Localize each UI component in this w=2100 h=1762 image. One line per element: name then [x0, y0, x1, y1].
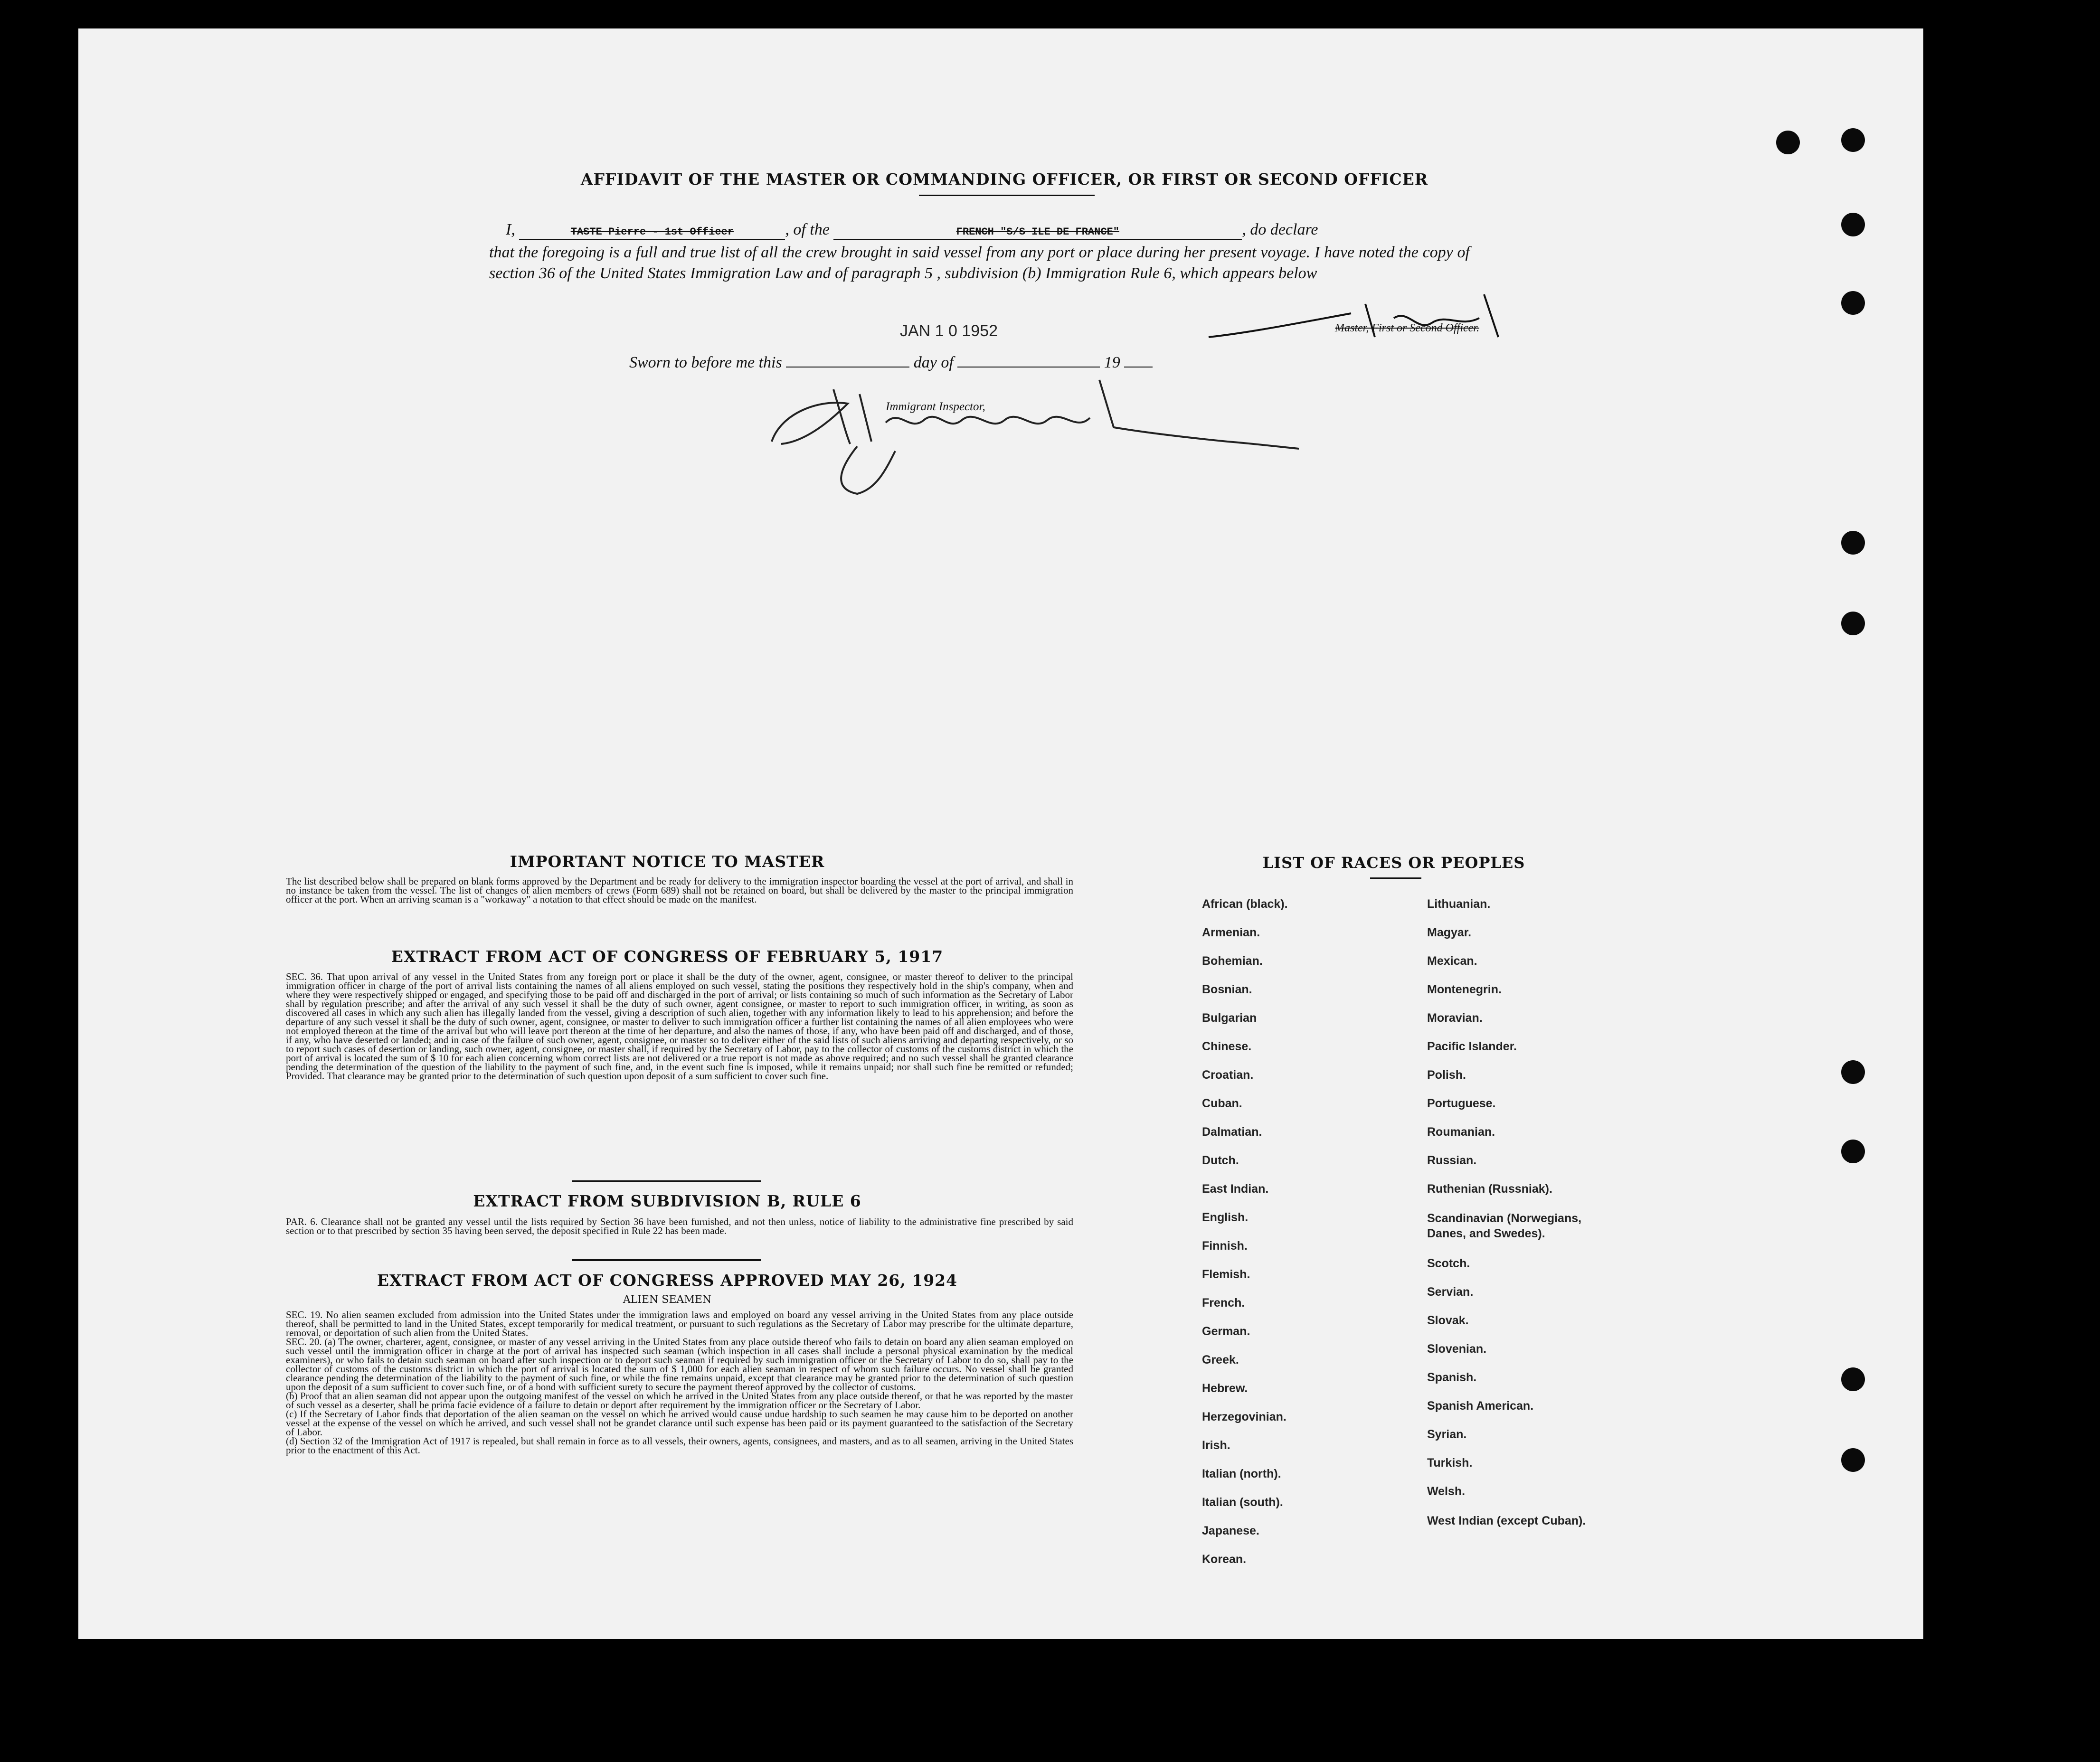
year-label: 19 [1104, 354, 1120, 371]
subdivision-heading: EXTRACT FROM SUBDIVISION B, RULE 6 [473, 1192, 861, 1210]
punch-hole [1841, 1140, 1865, 1163]
officer-caption: Master, First or Second Officer. [1335, 322, 1479, 334]
race-item: Italian (south). [1202, 1496, 1283, 1509]
notice-text: The list described below shall be prepared on blank forms approved by the Department and be ready for delivery to the immigration inspector boarding the vessel at the port of arrival, and shall in no instance be taken from the vessel. The list of changes of alien members of crews (Form 689) shall not be retained on board, but shall be delivered by the master to the principal immigration officer at the port. When an arriving seaman is a "workaway" a notation to that effect should be made on the manifest. [286, 876, 1073, 905]
punch-hole [1841, 291, 1865, 315]
document-page [78, 28, 1923, 1639]
race-item: Greek. [1202, 1353, 1239, 1366]
inspector-caption: Immigrant Inspector, [886, 400, 985, 413]
race-item: Syrian. [1427, 1428, 1467, 1441]
race-item: French. [1202, 1296, 1245, 1310]
punch-hole [1776, 131, 1800, 154]
sec-20-a-paragraph: SEC. 20. (a) The owner, charterer, agent, consignee, or master of any vessel arriving in the United States from any place outside thereof who fails to detain on board any alien seaman employed on such vessel until the immigration officer in charge at the port of arrival has inspected such seaman (which inspection in all cases shall include a personal physical examination by the medical examiners), or who fails to detain such seaman on board after such inspection or to deport such seaman if required by such immigration officer or the Secretary of Labor to do so, shall pay to the collector of customs of the customs district in which the port of arrival is located the sum of $ 1,000 for each alien seaman in respect of whom such failure occurs. No vessel shall be granted clearance pending the determination of the liability to the payment of such fine, or while the fine remains unpaid, except that clearance may be granted prior to the determination of such question upon the deposit of a sum sufficient to cover such fine, or of a bond with sufficient surety to secure the payment thereof approved by the collector of customs. [286, 1336, 1073, 1393]
sworn-label: Sworn to before me this [629, 354, 782, 371]
race-item: African (black). [1202, 897, 1288, 911]
race-item: Dalmatian. [1202, 1125, 1262, 1139]
officer-name: TASTE Pierre - 1st Officer [570, 226, 734, 238]
alien-seamen-subheading: ALIEN SEAMEN [623, 1294, 712, 1306]
divider [572, 1259, 761, 1261]
day-of-label: day of [913, 354, 954, 371]
punch-hole [1841, 612, 1865, 635]
races-heading: LIST OF RACES OR PEOPLES [1262, 854, 1525, 872]
race-item: Montenegrin. [1427, 983, 1502, 996]
race-item: Hebrew. [1202, 1382, 1248, 1395]
punch-hole [1841, 1367, 1865, 1391]
race-item: Dutch. [1202, 1154, 1239, 1167]
extract-1917-heading: EXTRACT FROM ACT OF CONGRESS OF FEBRUARY 5, 1917 [391, 947, 944, 966]
affidavit-body: that the foregoing is a full and true list of all the crew brought in said vessel from any port or place during her present voyage. I have noted the copy of section 36 of the United States Immigration Law and of paragraph 5 , subdivision (b) Immigration Rule 6, which appears below [489, 244, 1470, 282]
race-item: Croatian. [1202, 1068, 1254, 1082]
race-item: Italian (north). [1202, 1467, 1281, 1480]
race-item: Armenian. [1202, 926, 1260, 939]
race-item: English. [1202, 1211, 1249, 1224]
inspector-signature [753, 361, 1304, 503]
divider [1370, 877, 1421, 879]
race-item: West Indian (except Cuban). [1427, 1514, 1586, 1527]
race-item: Korean. [1202, 1553, 1247, 1566]
race-item: Cuban. [1202, 1097, 1242, 1110]
race-item: East Indian. [1202, 1182, 1269, 1196]
race-item: Magyar. [1427, 926, 1472, 939]
extract-1924-heading: EXTRACT FROM ACT OF CONGRESS APPROVED MAY 26, 1924 [377, 1271, 958, 1290]
declaration-line [506, 221, 1470, 240]
sec-20-b-paragraph: (b) Proof that an alien seaman did not appear upon the outgoing manifest of the vessel on which he arrived in the United States from any place outside thereof, or that he was reported by the master of such vessel as a deserter, shall be prima facie evidence of a failure to detain or deport after requirement by the immigration officer or the Secretary of Labor. [286, 1390, 1073, 1411]
vessel-name: FRENCH "S/S ILE DE FRANCE" [956, 226, 1119, 238]
subdivision-text: PAR. 6. Clearance shall not be granted any vessel until the lists required by Section 36 have been furnished, and not then unless, notice of liability to the administrative fine prescribed by said section or to that prescribed by section 35 having been served, the deposit specified in Rule 22 has been made. [286, 1216, 1073, 1236]
race-item: Herzegovinian. [1202, 1410, 1286, 1423]
sec-19-paragraph: SEC. 19. No alien seamen excluded from admission into the United States under the immigration laws and employed on board any vessel arriving in the United States from any place outside thereof, shall be permitted to land in the United States, except temporarily for medical treatment, or pursuant to such regulations as the Secretary of Labor may prescribe for the ultimate departure, removal, or deportation of such alien from the United States. [286, 1309, 1073, 1338]
divider [919, 195, 1095, 196]
race-item: Scotch. [1427, 1257, 1470, 1270]
race-item: Japanese. [1202, 1524, 1259, 1537]
race-item: Pacific Islander. [1427, 1040, 1517, 1053]
sec-20-d-paragraph: (d) Section 32 of the Immigration Act of 1917 is repealed, but shall remain in force as to all vessels, their owners, agents, consignees, and masters, and as to all seamen, arriving in the United States prior to the enactment of this Act. [286, 1435, 1073, 1456]
race-item: Servian. [1427, 1285, 1474, 1299]
races-left-column [1202, 897, 1401, 1581]
race-item: German. [1202, 1325, 1250, 1338]
race-item: Chinese. [1202, 1040, 1252, 1053]
divider [572, 1180, 761, 1182]
race-item: Mexican. [1427, 954, 1477, 968]
punch-hole [1841, 213, 1865, 236]
extract-1924-body [286, 1310, 1073, 1455]
race-item: Finnish. [1202, 1239, 1248, 1253]
race-item: Russian. [1427, 1154, 1477, 1167]
race-item: Spanish American. [1427, 1399, 1534, 1413]
punch-hole [1841, 1060, 1865, 1084]
race-item: Spanish. [1427, 1371, 1477, 1384]
race-item: Lithuanian. [1427, 897, 1491, 911]
notice-heading: IMPORTANT NOTICE TO MASTER [510, 852, 825, 871]
punch-hole [1841, 531, 1865, 555]
do-declare-label: , do declare [1242, 221, 1318, 238]
race-item: Moravian. [1427, 1011, 1483, 1025]
of-the-label: , of the [785, 221, 830, 238]
race-item: Polish. [1427, 1068, 1466, 1082]
race-item: Irish. [1202, 1439, 1230, 1452]
race-item: Bohemian. [1202, 954, 1263, 968]
race-item: Turkish. [1427, 1456, 1473, 1470]
race-item: Ruthenian (Russniak). [1427, 1182, 1552, 1196]
date-stamp: JAN 1 0 1952 [900, 322, 998, 340]
races-right-column [1427, 897, 1608, 1544]
race-item: Slovak. [1427, 1314, 1469, 1327]
race-item: Welsh. [1427, 1485, 1466, 1498]
race-item: Bosnian. [1202, 983, 1252, 996]
race-item: Scandinavian (Norwegians, Danes, and Swedes). [1427, 1212, 1582, 1240]
officer-signature [1194, 285, 1508, 356]
punch-hole [1841, 1448, 1865, 1472]
i-label: I, [506, 221, 515, 238]
sec-20-c-paragraph: (c) If the Secretary of Labor finds that deportation of the alien seaman on the vessel on which he arrived would cause undue hardship to such seamen he may cause him to be deported on another vessel at the expense of the vessel on which he arrived, and such vessel shall not be grandet clarance until such expense has been paid or its payment guaranteed to the satisfaction of the Secretary of Labor. [286, 1408, 1073, 1438]
race-item: Bulgarian [1202, 1011, 1257, 1025]
race-item: Slovenian. [1427, 1342, 1487, 1356]
affidavit-heading: AFFIDAVIT OF THE MASTER OR COMMANDING OFFICER, OR FIRST OR SECOND OFFICER [580, 170, 1428, 188]
extract-1917-text: SEC. 36. That upon arrival of any vessel in the United States from any foreign port or place it shall be the duty of the owner, agent, consignee, or master thereof to deliver to the principal immigration officer in charge of the port of arrival lists containing the names of all aliens employed on such vessel, stating the positions they respectively hold in the ship's company, when and where they were respectively shipped or engaged, and specifying those to be paid off and discharged in the port of arrival; or lists containing so much of such information as the Secretary of Labor shall by regulation prescribe; and after the arrival of any such vessel it shall be the duty of such owner, agent consignee, or master to report to such immigration officer, in writing, as soon as discovered all cases in which any such alien has illegally landed from the vessel, giving a description of such alien, together with any information likely to lead to his apprehension; and before the departure of any such vessel it shall be the duty of such owner, agent, consignee, or master to deliver to such immigration officer a further list containing the names of all alien employees who were not employed thereon at the time of the arrival but who will leave port thereon at the time of her departure, and also the names of those, if any, who have been paid off and discharged, and of those, if any, who have deserted or landed; and in case of the failure of such owner, agent, consignee, or master so to deliver either of the said lists of such aliens arriving and departing respectively, or so to report such cases of desertion or landing, such owner, agent, consignee, or master shall, if required by the Secretary of Labor, pay to the collector of customs of the customs district in which the port of arrival is located the sum of $ 10 for each alien concerning whom correct lists are not delivered or a true report is not made as above required; and no such vessel shall be granted clearance pending the determination of the question of the liability to the payment of such fine, and, in the event such fine is imposed, while it remains unpaid; nor shall such fine be remitted or refunded; Provided. That clearance may be granted prior to the determination of such question upon deposit of a sum sufficient to cover such fine. [286, 971, 1073, 1082]
race-item: Roumanian. [1427, 1125, 1495, 1139]
punch-hole [1841, 128, 1865, 152]
race-item: Portuguese. [1427, 1097, 1496, 1110]
race-item: Flemish. [1202, 1268, 1250, 1281]
